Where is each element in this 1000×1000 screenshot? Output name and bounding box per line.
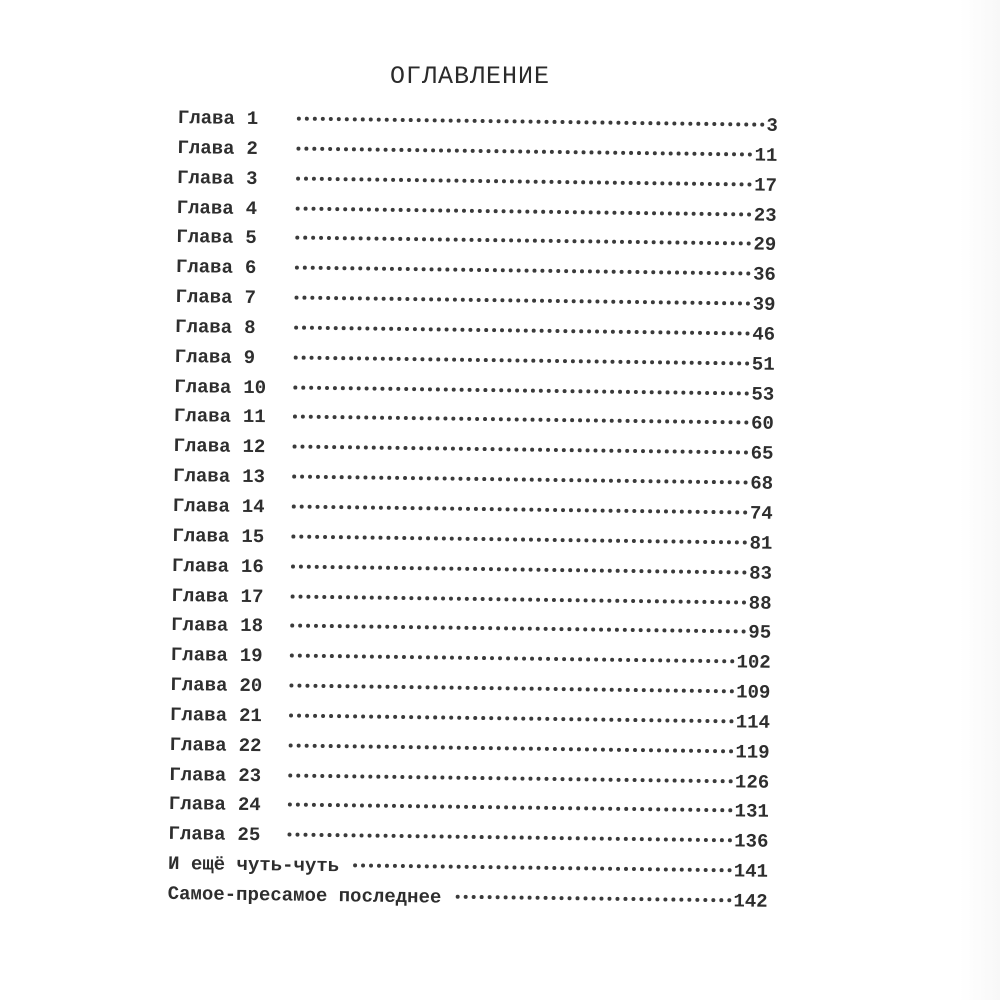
chapter-word: Глава	[171, 584, 229, 608]
chapter-word: Глава	[175, 286, 233, 309]
chapter-number: 23	[238, 764, 262, 787]
dot-leader	[289, 684, 734, 694]
page-number: 60	[750, 412, 775, 436]
dot-leader	[294, 355, 750, 365]
dot-leader	[289, 743, 734, 753]
dot-leader	[295, 236, 751, 246]
chapter-word: Глава	[169, 733, 227, 757]
extra-section-label: Самое-пресамое последнее	[167, 882, 442, 909]
dot-leader	[291, 534, 747, 544]
chapter-number: 22	[238, 734, 262, 757]
page-number: 131	[734, 800, 769, 824]
dot-leader	[295, 266, 751, 276]
page-number: 141	[733, 860, 769, 883]
chapter-number: 13	[242, 465, 266, 489]
dot-leader	[288, 803, 733, 813]
dot-leader	[296, 176, 752, 186]
chapter-word: Глава	[173, 465, 231, 488]
chapter-word: Глава	[173, 435, 231, 458]
dot-leader	[288, 773, 733, 783]
table-of-contents	[167, 107, 777, 921]
page-number: 29	[753, 233, 777, 257]
page-number: 68	[750, 472, 774, 495]
chapter-label	[171, 644, 276, 667]
page-number: 36	[752, 263, 776, 287]
page-number: 46	[752, 323, 776, 346]
chapter-label	[169, 764, 274, 787]
chapter-label	[172, 525, 277, 548]
chapter-word: Глава	[176, 166, 235, 190]
chapter-number: 1	[246, 107, 259, 131]
page-number: 119	[735, 741, 770, 764]
chapter-word: Глава	[171, 554, 230, 578]
chapter-label	[178, 107, 283, 130]
chapter-label	[175, 286, 280, 309]
chapter-word: Глава	[176, 226, 234, 250]
dot-leader	[289, 713, 734, 723]
page-title: ОГЛАВЛЕНИЕ	[389, 62, 551, 91]
chapter-word: Глава	[168, 823, 226, 846]
chapter-number: 5	[245, 227, 257, 250]
chapter-label	[177, 137, 282, 160]
dot-leader	[291, 594, 747, 604]
page-number: 136	[734, 830, 769, 854]
chapter-number: 9	[243, 346, 256, 369]
chapter-word: Глава	[174, 315, 233, 339]
chapter-number: 18	[240, 615, 264, 638]
page-number: 51	[751, 353, 775, 376]
chapter-number: 17	[240, 585, 264, 608]
chapter-number: 16	[240, 555, 264, 578]
dot-leader	[296, 146, 752, 156]
chapter-word: Глава	[177, 107, 236, 130]
chapter-word: Глава	[177, 136, 235, 160]
chapter-label	[168, 823, 273, 846]
page-number: 74	[749, 502, 773, 525]
chapter-label	[176, 226, 281, 249]
chapter-number: 15	[241, 525, 265, 548]
chapter-number: 3	[245, 167, 258, 190]
chapter-number: 20	[239, 674, 263, 698]
chapter-number: 12	[242, 436, 266, 459]
chapter-label	[173, 495, 278, 518]
chapter-word: Глава	[173, 405, 232, 429]
chapter-label	[174, 376, 279, 399]
chapter-number: 2	[246, 137, 259, 160]
chapter-label	[173, 435, 278, 458]
chapter-label	[170, 674, 275, 697]
chapter-number: 8	[243, 316, 256, 339]
page-edge-shadow	[960, 0, 1000, 1000]
dot-leader	[293, 415, 749, 425]
page-number: 11	[754, 144, 778, 167]
dot-leader	[294, 325, 750, 335]
chapter-label	[171, 584, 276, 607]
dot-leader	[293, 445, 749, 455]
chapter-label	[177, 167, 282, 190]
chapter-word: Глава	[172, 524, 230, 548]
page-number: 81	[749, 532, 773, 555]
chapter-word: Глава	[176, 196, 234, 220]
chapter-number: 7	[244, 286, 257, 310]
chapter-label	[173, 465, 278, 488]
dot-leader	[296, 206, 752, 216]
page-number: 114	[735, 711, 771, 734]
chapter-number: 24	[237, 794, 261, 817]
page-number: 88	[748, 592, 772, 615]
chapter-word: Глава	[168, 793, 227, 817]
page-number: 39	[752, 293, 776, 316]
dot-leader	[297, 117, 765, 127]
dot-leader	[295, 296, 751, 306]
page-number: 65	[750, 442, 774, 466]
chapter-number: 25	[237, 824, 261, 847]
page-number: 126	[734, 770, 770, 794]
page-number: 23	[753, 204, 777, 227]
dot-leader	[292, 475, 748, 485]
chapter-label	[172, 555, 277, 578]
chapter-label	[175, 316, 280, 339]
dot-leader	[290, 624, 746, 634]
chapter-word: Глава	[171, 614, 229, 638]
dot-leader	[291, 564, 747, 574]
dot-leader	[353, 863, 732, 872]
extra-section-label: И ещё чуть-чуть	[167, 853, 340, 878]
page-number: 17	[754, 174, 778, 197]
chapter-label	[176, 256, 281, 279]
chapter-word: Глава	[169, 763, 227, 787]
dot-leader	[287, 833, 732, 843]
page-number: 53	[751, 383, 775, 406]
chapter-number: 21	[238, 704, 263, 728]
chapter-word: Глава	[174, 375, 232, 399]
dot-leader	[293, 385, 749, 395]
chapter-label	[177, 197, 282, 220]
chapter-word: Глава	[174, 345, 232, 369]
dot-leader	[290, 654, 735, 664]
chapter-label	[174, 405, 279, 428]
chapter-number: 11	[242, 406, 266, 429]
page-number: 102	[736, 651, 771, 674]
page-number: 109	[736, 681, 771, 704]
page-number: 95	[748, 621, 772, 645]
chapter-label	[170, 704, 275, 727]
page-number: 3	[766, 114, 778, 137]
dot-leader	[292, 504, 748, 514]
chapter-label	[169, 793, 274, 816]
chapter-number: 4	[245, 197, 258, 220]
chapter-number: 10	[243, 376, 267, 399]
chapter-word: Глава	[170, 644, 228, 667]
page-number: 142	[733, 890, 768, 913]
chapter-word: Глава	[175, 256, 234, 279]
chapter-number: 19	[239, 645, 263, 668]
chapter-word: Глава	[172, 494, 230, 518]
chapter-word: Глава	[170, 673, 228, 697]
chapter-label	[175, 346, 280, 369]
chapter-label	[171, 614, 276, 637]
chapter-number: 6	[244, 257, 257, 280]
page-number: 83	[748, 562, 773, 585]
chapter-label	[170, 734, 275, 757]
chapter-number: 14	[241, 495, 265, 519]
dot-leader	[455, 895, 731, 903]
chapter-word: Глава	[169, 703, 228, 727]
